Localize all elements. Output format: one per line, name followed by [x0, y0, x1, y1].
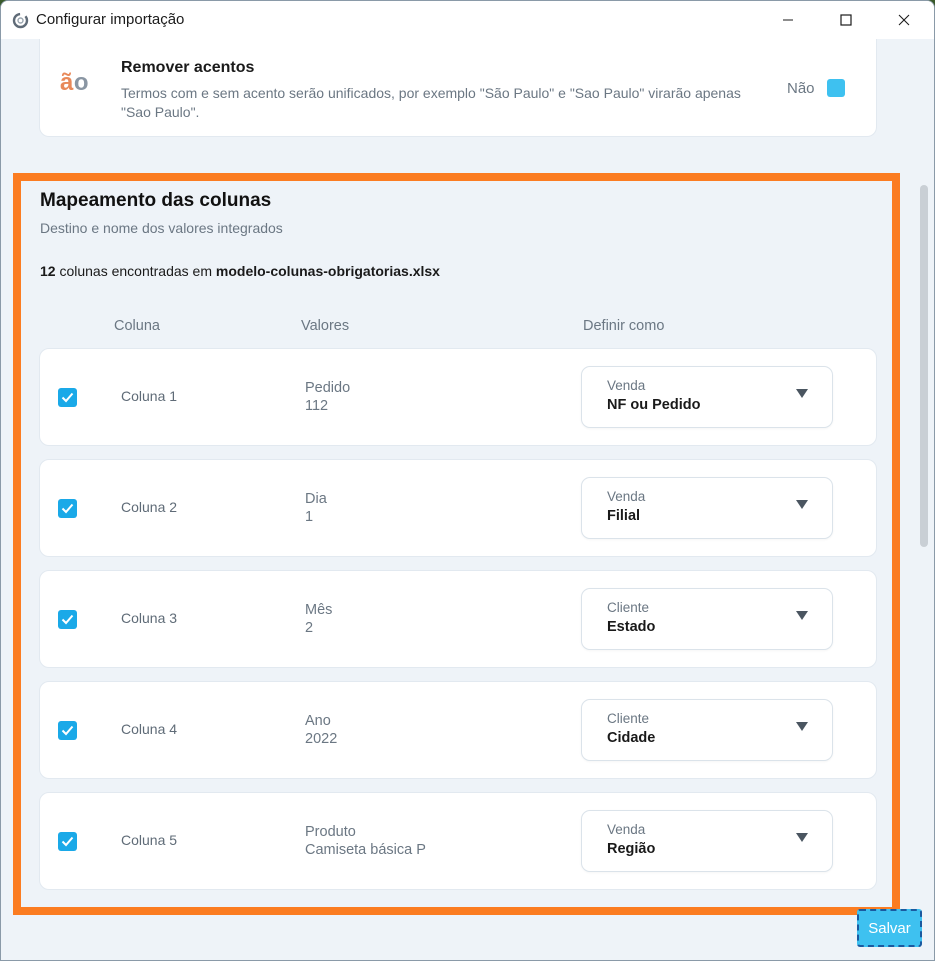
maximize-icon [840, 14, 852, 26]
select-value: Região [607, 841, 656, 857]
select-group-label: Venda [607, 378, 646, 393]
content-area [1, 39, 935, 961]
mapping-row [39, 459, 877, 557]
check-icon [61, 392, 74, 403]
title-bar [1, 1, 934, 39]
columns-count: 12 [40, 263, 56, 279]
close-button[interactable] [875, 1, 933, 39]
row-column-name: Coluna 5 [121, 832, 178, 848]
save-button[interactable]: Salvar [857, 909, 922, 947]
define-as-select[interactable] [581, 810, 833, 872]
app-logo-icon [12, 12, 29, 29]
header-column: Coluna [114, 318, 160, 334]
row-column-name: Coluna 1 [121, 388, 178, 404]
check-icon [61, 503, 74, 514]
dropdown-arrow-icon [796, 500, 808, 509]
maximize-button[interactable] [817, 1, 875, 39]
vertical-scrollbar[interactable] [918, 182, 930, 947]
check-icon [61, 836, 74, 847]
mapping-row [39, 348, 877, 446]
dropdown-arrow-icon [796, 833, 808, 842]
check-icon [61, 614, 74, 625]
row-checkbox[interactable] [58, 499, 77, 518]
mapping-title: Mapeamento das colunas [40, 190, 272, 211]
select-value: Cidade [607, 730, 656, 746]
mapping-subtitle: Destino e nome dos valores integrados [40, 220, 283, 236]
remove-accents-description: Termos com e sem acento serão unificados, por exemplo "São Paulo" e "Sao Paulo" virarão apenas "Sao Paulo". [121, 85, 741, 120]
header-values: Valores [301, 318, 350, 334]
minimize-icon [782, 14, 794, 26]
window-title: Configurar importação [36, 11, 185, 28]
remove-accents-toggle[interactable] [827, 79, 845, 97]
define-as-select[interactable] [581, 477, 833, 539]
define-as-select[interactable] [581, 366, 833, 428]
select-value: Filial [607, 508, 641, 524]
row-values: Ano 2022 [305, 713, 338, 747]
select-value: Estado [607, 619, 656, 635]
accent-icon: ão [60, 69, 90, 96]
mapping-row [39, 792, 877, 890]
mapping-row [39, 570, 877, 668]
select-group-label: Venda [607, 822, 646, 837]
row-checkbox[interactable] [58, 388, 77, 407]
file-name: modelo-colunas-obrigatorias.xlsx [215, 263, 440, 279]
row-checkbox[interactable] [58, 721, 77, 740]
define-as-select[interactable] [581, 588, 833, 650]
close-icon [898, 14, 910, 26]
define-as-select[interactable] [581, 699, 833, 761]
row-values: Produto Camiseta básica P [305, 824, 426, 858]
scrollbar-thumb[interactable] [920, 185, 928, 547]
minimize-button[interactable] [759, 1, 817, 39]
row-column-name: Coluna 3 [121, 610, 178, 626]
dropdown-arrow-icon [796, 722, 808, 731]
row-values: Dia 1 [305, 491, 327, 525]
dropdown-arrow-icon [796, 611, 808, 620]
select-group-label: Venda [607, 489, 646, 504]
mapping-row [39, 681, 877, 779]
remove-accents-title: Remover acentos [121, 59, 255, 76]
header-define-as: Definir como [583, 318, 665, 334]
row-values: Pedido 112 [305, 380, 351, 414]
dropdown-arrow-icon [796, 389, 808, 398]
row-column-name: Coluna 4 [121, 721, 178, 737]
remove-accents-card [39, 39, 877, 137]
row-column-name: Coluna 2 [121, 499, 178, 515]
row-checkbox[interactable] [58, 610, 77, 629]
select-value: NF ou Pedido [607, 397, 701, 413]
remove-accents-value: Não [787, 80, 815, 97]
check-icon [61, 725, 74, 736]
row-checkbox[interactable] [58, 832, 77, 851]
row-values: Mês 2 [305, 602, 333, 636]
select-group-label: Cliente [607, 711, 650, 726]
select-group-label: Cliente [607, 600, 650, 615]
columns-found-line: 12 colunas encontradas em modelo-colunas-obrigatorias.xlsx [40, 263, 440, 279]
